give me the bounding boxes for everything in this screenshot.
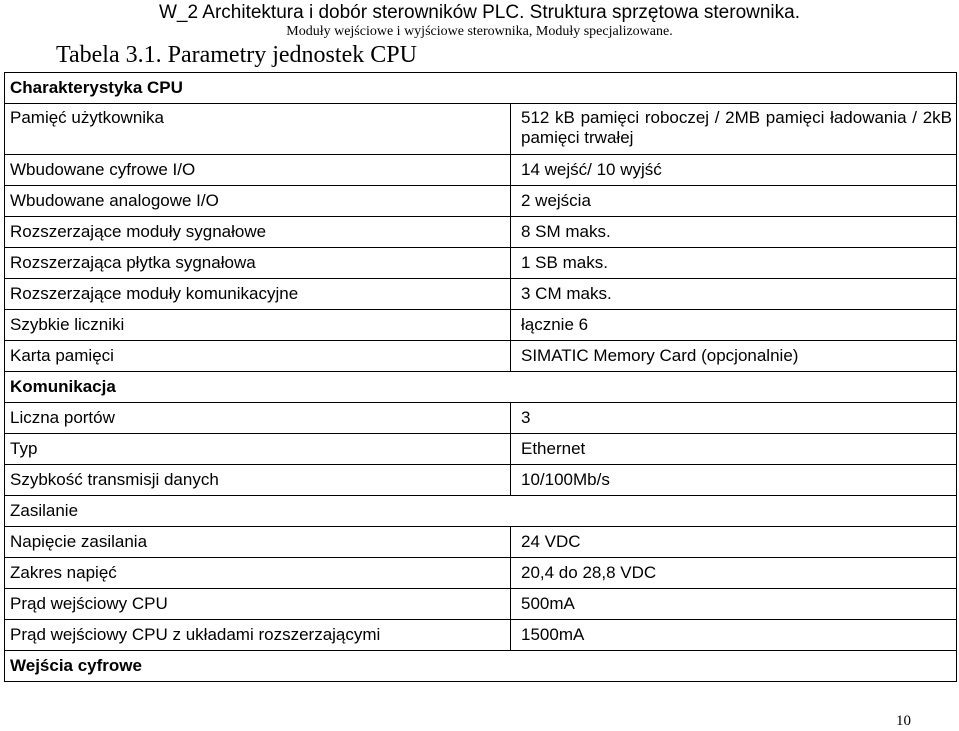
row-label: Wbudowane cyfrowe I/O	[5, 155, 511, 186]
section-row-communication	[5, 372, 957, 403]
row-label: Prąd wejściowy CPU	[5, 589, 511, 620]
row-value: 10/100Mb/s	[511, 465, 957, 496]
header-title: W_2 Architektura i dobór sterowników PLC. Struktura sprzętowa sterownika.	[159, 2, 800, 23]
row-value: 500mA	[511, 589, 957, 620]
table-row	[5, 434, 957, 465]
section-heading: Charakterystyka CPU	[5, 73, 957, 104]
section-row-power	[5, 496, 957, 527]
table-row	[5, 465, 957, 496]
section-row-digital-inputs	[5, 651, 957, 682]
page-number: 10	[896, 713, 911, 729]
row-value: 3 CM maks.	[511, 279, 957, 310]
row-label: Szybkość transmisji danych	[5, 465, 511, 496]
row-value: 2 wejścia	[511, 186, 957, 217]
table-row	[5, 186, 957, 217]
row-value: Ethernet	[511, 434, 957, 465]
row-label: Karta pamięci	[5, 341, 511, 372]
table-row	[5, 558, 957, 589]
row-label: Prąd wejściowy CPU z układami rozszerzającymi	[5, 620, 511, 651]
row-value: 20,4 do 28,8 VDC	[511, 558, 957, 589]
section-row-cpu	[5, 73, 957, 104]
table-row	[5, 620, 957, 651]
section-heading: Zasilanie	[5, 496, 957, 527]
section-heading: Komunikacja	[5, 372, 957, 403]
row-label: Liczna portów	[5, 403, 511, 434]
section-heading: Wejścia cyfrowe	[5, 651, 957, 682]
row-value: SIMATIC Memory Card (opcjonalnie)	[511, 341, 957, 372]
row-value: 512 kB pamięci roboczej / 2MB pamięci ładowania / 2kB pamięci trwałej	[511, 104, 957, 155]
header-subtitle: Moduły wejściowe i wyjściowe sterownika, Moduły specjalizowane.	[286, 24, 673, 39]
table-row	[5, 155, 957, 186]
table-row	[5, 589, 957, 620]
table-row	[5, 217, 957, 248]
row-label: Rozszerzające moduły sygnałowe	[5, 217, 511, 248]
table-row	[5, 403, 957, 434]
table-row	[5, 104, 957, 155]
table-row	[5, 248, 957, 279]
row-value: 1500mA	[511, 620, 957, 651]
row-label: Zakres napięć	[5, 558, 511, 589]
row-value: 3	[511, 403, 957, 434]
table-row	[5, 341, 957, 372]
table-row	[5, 310, 957, 341]
row-label: Rozszerzające moduły komunikacyjne	[5, 279, 511, 310]
row-value: 14 wejść/ 10 wyjść	[511, 155, 957, 186]
row-label: Szybkie liczniki	[5, 310, 511, 341]
row-value: 24 VDC	[511, 527, 957, 558]
row-label: Typ	[5, 434, 511, 465]
table-row	[5, 279, 957, 310]
table-row	[5, 527, 957, 558]
cpu-parameters-table	[4, 72, 957, 682]
row-label: Pamięć użytkownika	[5, 104, 511, 155]
row-value: 8 SM maks.	[511, 217, 957, 248]
row-value: 1 SB maks.	[511, 248, 957, 279]
row-label: Rozszerzająca płytka sygnałowa	[5, 248, 511, 279]
table-caption: Tabela 3.1. Parametry jednostek CPU	[56, 42, 417, 68]
row-label: Wbudowane analogowe I/O	[5, 186, 511, 217]
row-label: Napięcie zasilania	[5, 527, 511, 558]
row-value: łącznie 6	[511, 310, 957, 341]
